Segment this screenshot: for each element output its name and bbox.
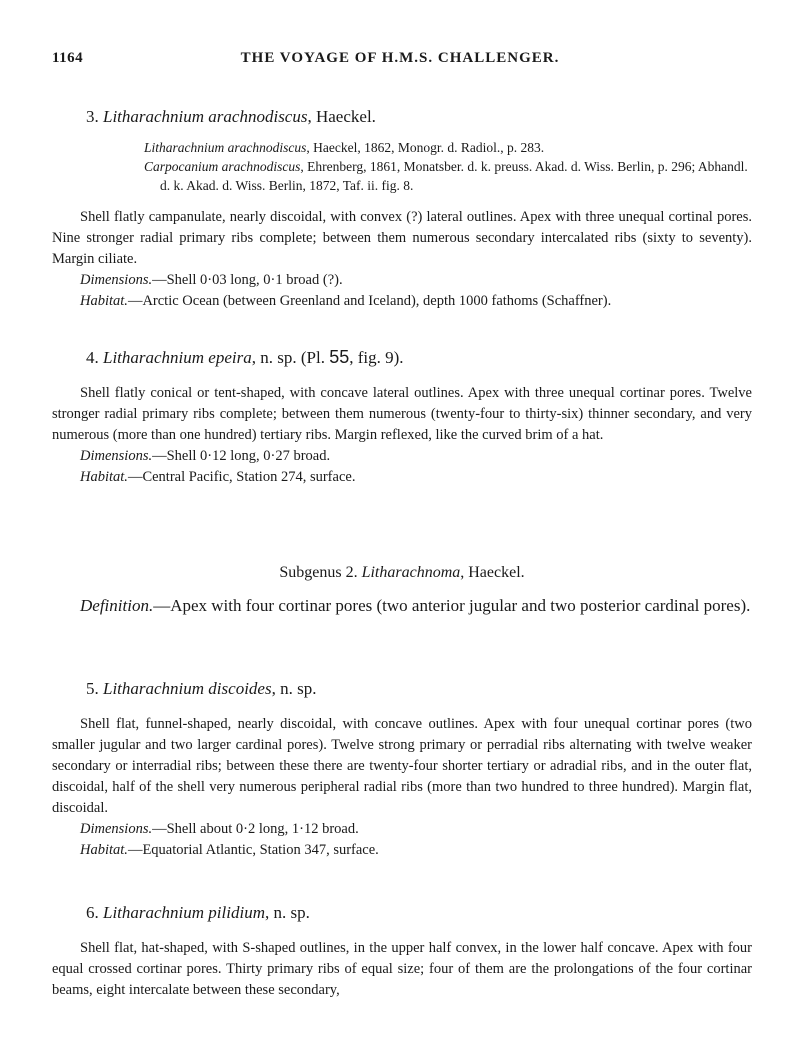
species-6-name: Litharachnium pilidium (103, 903, 265, 922)
page-number: 1164 (52, 50, 84, 66)
species-3-description: Shell flatly campanulate, nearly discoidal, with convex (?) lateral outlines. Apex with three unequal cortinal pores. Nine stronger radial primary ribs complete; between them numerous secondary intercalated ribs (sixty to seventy). Margin ciliate. (52, 209, 752, 267)
species-4-section (52, 346, 752, 488)
species-5-section (52, 678, 752, 861)
species-5-description: Shell flat, funnel-shaped, nearly discoidal, with concave outlines. Apex with four unequal cortinar pores (two smaller jugular and two larger cardinal pores). Twelve strong primary or perradial ribs alternating with twelve weaker secondary or interradial ribs; between these there are twenty-four shorter tertiary or adradial ribs, and in the outer flat, discoidal, half of the shell very numerous peripheral radial ribs (more than two hundred to three hundred). Margin flat, discoidal. (52, 716, 752, 816)
subgenus-definition: Definition.—Apex with four cortinar pores (two anterior jugular and two posterior cardinal pores). (80, 596, 751, 615)
species-4-dimensions: Dimensions.—Shell 0·12 long, 0·27 broad. (80, 448, 331, 464)
species-3-dimensions: Dimensions.—Shell 0·03 long, 0·1 broad (?). (80, 272, 343, 288)
synonym-2: Carpocanium arachnodiscus, Ehrenberg, 1861, Monatsber. d. k. preuss. Akad. d. Wiss. Berlin, p. 296; Abhandl. d. k. Akad. d. Wiss. Berlin, 1872, Taf. ii. fig. 8. (144, 159, 748, 193)
species-6-title: 6. Litharachnium pilidium, n. sp. (86, 903, 310, 922)
species-6-description: Shell flat, hat-shaped, with S-shaped outlines, in the upper half convex, in the lower half concave. Apex with four equal crossed cortinar pores. Thirty primary ribs of equal size; four of them are the prolongations of the four cortinar beams, eight intercalate between these secondary, (52, 940, 752, 998)
species-5-title: 5. Litharachnium discoides, n. sp. (86, 679, 317, 698)
species-3-name: Litharachnium arachnodiscus (103, 107, 308, 126)
subgenus-section (52, 562, 752, 617)
species-4-habitat: Habitat.—Central Pacific, Station 274, surface. (80, 469, 356, 485)
page-header (52, 50, 748, 72)
species-4-description: Shell flatly conical or tent-shaped, with concave lateral outlines. Apex with three unequal cortinar pores. Twelve stronger radial primary ribs complete; between them numerous (twenty-four to thirty-six) thinner secondary, and very numerous (more than one hundred) tertiary ribs. Margin reflexed, like the curved brim of a hat. (52, 385, 752, 443)
running-head: THE VOYAGE OF H.M.S. CHALLENGER. (240, 50, 560, 66)
species-5-name: Litharachnium discoides (103, 679, 272, 698)
species-4-name: Litharachnium epeira (103, 348, 252, 367)
subgenus-heading: Subgenus 2. Litharachnoma, Haeckel. (279, 564, 525, 581)
plate-number: 55 (329, 347, 350, 367)
species-5-habitat: Habitat.—Equatorial Atlantic, Station 347, surface. (80, 842, 379, 858)
species-3-title: 3. Litharachnium arachnodiscus, Haeckel. (86, 107, 376, 126)
species-6-section (52, 902, 752, 1001)
species-3-habitat: Habitat.—Arctic Ocean (between Greenland and Iceland), depth 1000 fathoms (Schaffner). (80, 293, 612, 309)
synonym-1: Litharachnium arachnodiscus, Haeckel, 1862, Monogr. d. Radiol., p. 283. (144, 140, 545, 155)
species-3-section (52, 106, 752, 312)
species-4-title: 4. Litharachnium epeira, n. sp. (Pl. 55, fig. 9). (86, 347, 404, 367)
species-5-dimensions: Dimensions.—Shell about 0·2 long, 1·12 broad. (80, 821, 359, 837)
